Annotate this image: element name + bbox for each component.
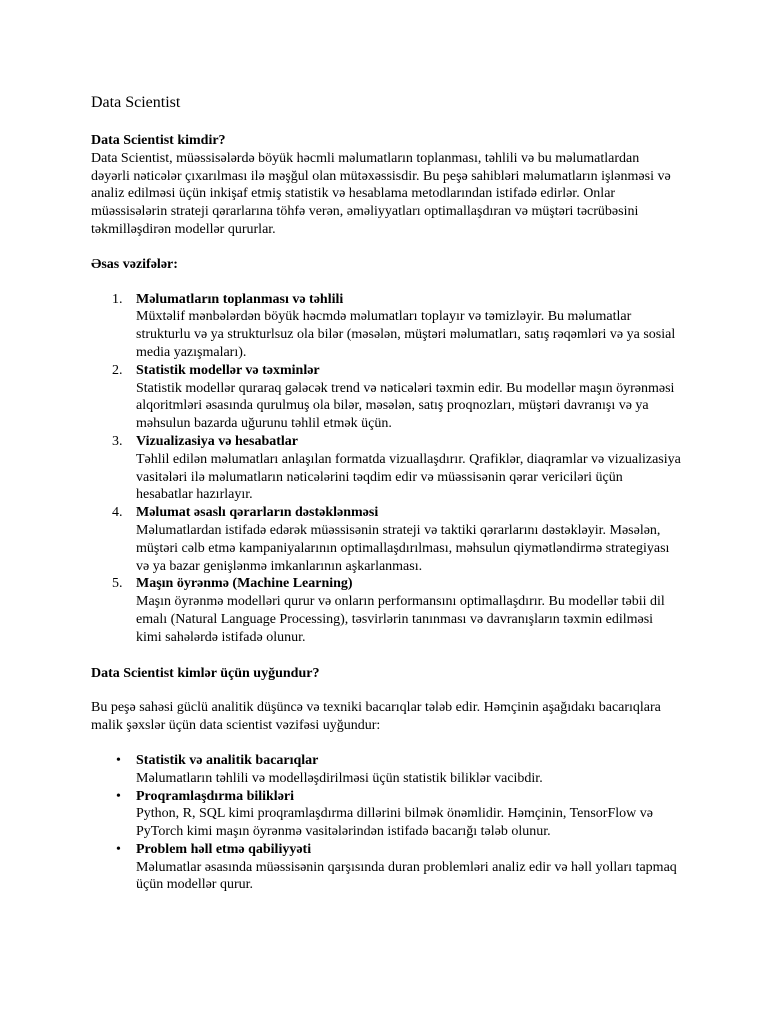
- skills-list: [91, 752, 681, 894]
- list-item: [91, 788, 681, 841]
- list-item-title: Vizualizasiya və hesabatlar: [136, 433, 299, 449]
- list-item-title: Problem həll etmə qabiliyyəti: [136, 841, 312, 857]
- list-item: [91, 504, 681, 575]
- list-item: [91, 575, 681, 646]
- bullet-icon: •: [116, 841, 121, 857]
- intro-paragraph: Data Scientist, müəssisələrdə böyük həcmli məlumatların toplanması, təhlili və bu məlumatlardan dəyərli nəticələr çıxarılması ilə məşğul olan mütəxəssisdir. Bu peşə sahibləri məlumatların işlənməsi və analiz edilməsi üçün inkişaf etmiş statistik və hesablama metodlarından istifadə edirlər. Onlar müəssisələrin strateji qərarlarına töhfə verən, əməliyyatları optimallaşdıran və müştəri təcrübəsini təkmilləşdirən modellər qururlar.: [91, 150, 671, 237]
- intro-heading: Data Scientist kimdir?: [91, 133, 226, 148]
- list-item-title: Proqramlaşdırma bilikləri: [136, 788, 295, 804]
- list-number: 2.: [112, 362, 123, 378]
- list-item: [91, 841, 681, 894]
- bullet-icon: •: [116, 752, 121, 768]
- list-number: 5.: [112, 576, 123, 592]
- list-item-title: Məlumatların toplanması və təhlili: [136, 291, 344, 307]
- list-item: [91, 433, 681, 504]
- duties-heading: Əsas vəzifələr:: [91, 256, 178, 272]
- document-title: Data Scientist: [91, 94, 181, 111]
- list-number: 1.: [112, 291, 123, 307]
- list-item-text: Maşın öyrənmə modelləri qurur və onların performansını optimallaşdırır. Bu modellər təbii dil emalı (Natural Language Processing), təsvirlərin tanınması və davranışların təxmin edilməsi kimi sahələrdə istifadə olunur.: [136, 594, 665, 645]
- document-page: [91, 92, 681, 894]
- list-item-text: Məlumatlardan istifadə edərək müəssisənin strateji və taktiki qərarlarını dəstəkləyir. Məsələn, müştəri cəlb etmə kampaniyalarının optimallaşdırılması, məhsulun qiymətləndirmə strategiyası və ya bazar genişlənmə imkanlarının aşkarlanması.: [136, 522, 670, 574]
- list-item-text: Təhlil edilən məlumatları anlaşılan formatda vizuallaşdırır. Qrafiklər, diaqramlar və vizualizasiya vasitələri ilə məlumatların nəticələrini təqdim edir və müəssisənin qərar vericiləri üçün hesabatlar hazırlayır.: [136, 451, 681, 503]
- fit-paragraph: Bu peşə sahəsi güclü analitik düşüncə və texniki bacarıqlar tələb edir. Həmçinin aşağıdakı bacarıqlara malik şəxslər üçün data scientist vəzifəsi uyğundur:: [91, 700, 661, 734]
- list-item-text: Statistik modellər quraraq gələcək trend və nəticələri təxmin edir. Bu modellər maşın öyrənməsi alqoritmləri əsasında qurulmuş ola bilər, məsələn, satış proqnozları, müştəri davranışı və ya məhsulun bazarda uğurunu təhlil etmək üçün.: [136, 380, 675, 432]
- fit-heading: Data Scientist kimlər üçün uyğundur?: [91, 665, 320, 681]
- list-item-text: Məlumatlar əsasında müəssisənin qarşısında duran problemləri analiz edir və həll yolları tapmaq üçün modellər qurur.: [136, 859, 677, 893]
- list-number: 3.: [112, 433, 123, 449]
- list-item-title: Məlumat əsaslı qərarların dəstəklənməsi: [136, 505, 379, 521]
- list-item-text: Müxtəlif mənbələrdən böyük həcmdə məlumatları toplayır və təmizləyir. Bu məlumatlar strukturlu və ya strukturlsuz ola bilər (məsələn, müştəri məlumatları, satış rəqəmləri və ya sosial media yazışmaları).: [136, 309, 676, 360]
- list-item-text: Məlumatların təhlili və modelləşdirilməsi üçün statistik biliklər vacibdir.: [136, 770, 543, 786]
- list-item: [91, 752, 681, 788]
- bullet-icon: •: [116, 788, 121, 804]
- duties-list: [91, 291, 681, 647]
- list-number: 4.: [112, 505, 123, 521]
- list-item-title: Maşın öyrənmə (Machine Learning): [136, 576, 353, 592]
- list-item-title: Statistik və analitik bacarıqlar: [136, 752, 319, 768]
- list-item-text: Python, R, SQL kimi proqramlaşdırma dillərini bilmək önəmlidir. Həmçinin, TensorFlow və PyTorch kimi maşın öyrənmə vasitələrindən istifadə bacarığı tələb olunur.: [136, 806, 653, 840]
- list-item: [91, 362, 681, 433]
- list-item: [91, 291, 681, 362]
- list-item-title: Statistik modellər və təxminlər: [136, 362, 320, 378]
